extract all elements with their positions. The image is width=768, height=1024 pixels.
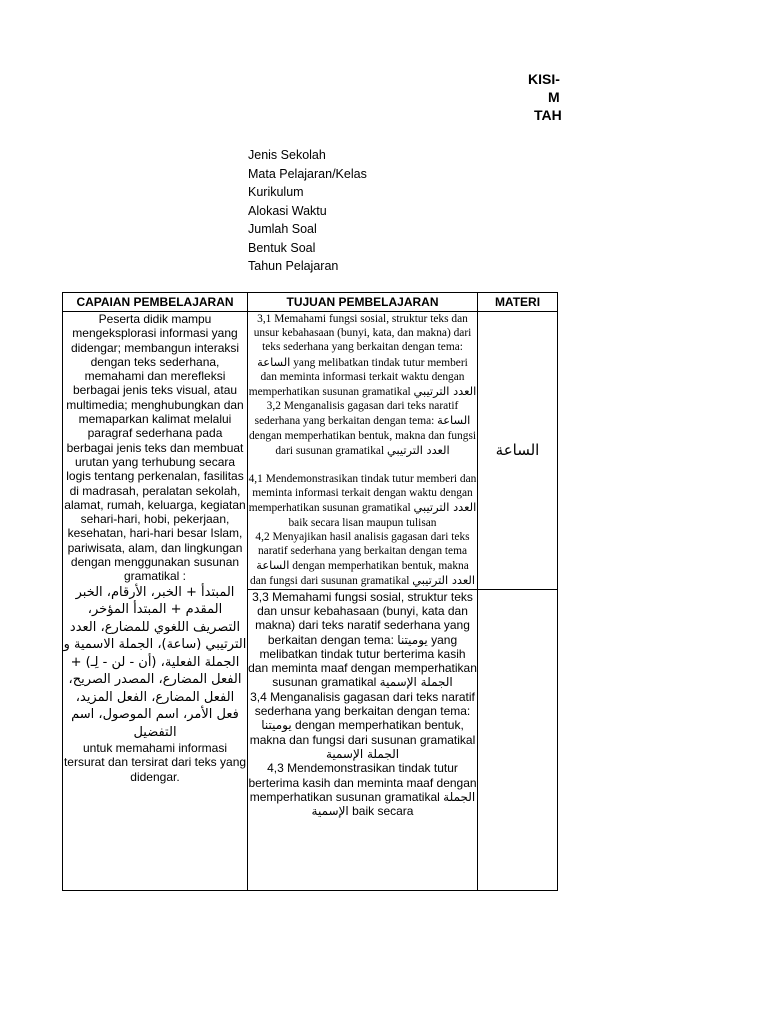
title-line-2: M [548,89,560,105]
capaian-cell [63,312,248,891]
label-kurikulum: Kurikulum [248,185,304,199]
label-tahun-pelajaran: Tahun Pelajaran [248,259,339,273]
tujuan-4-1-text: 4,1 Mendemonstrasikan tindak tutur memberi dan meminta informasi terkait dengan waktu dengan memperhatikan susunan gramatikal [248,473,477,515]
materi-cell-2 [478,589,558,890]
tujuan-3-3-text: 3,3 Memahami fungsi sosial, struktur teks dan unsur kebahasaan (bunyi, kata dan makna) dari teks naratif sederhana yang berkaitan dengan tema: [252,589,473,647]
tujuan-3-1-arabic-2: العدد الترتيبي [413,384,477,399]
tujuan-3-4-arabic-2: الجملة الإسمية [325,746,400,761]
label-jenis-sekolah: Jenis Sekolah [248,148,326,162]
tujuan-3-1-arabic: الساعة [257,354,291,369]
tujuan-4-3-arabic: الجملة الإسمية [311,789,476,819]
tujuan-cell-2 [248,589,478,890]
tujuan-4-2-arabic: الساعة [256,558,290,573]
label-bentuk-soal: Bentuk Soal [248,240,316,255]
tujuan-3-2-arabic: الساعة [437,413,471,428]
label-mata-pelajaran: Mata Pelajaran/Kelas [248,166,367,181]
tujuan-4-2-mid: dengan memperhatikan bentuk, makna dan fungsi dari susunan gramatikal [250,560,469,588]
document-title [470,70,768,130]
kisi-kisi-table [62,292,558,891]
header-capaian: CAPAIAN PEMBELAJARAN [63,293,248,312]
table-row [63,312,558,590]
tujuan-3-2-mid: dengan memperhatikan bentuk, makna dan fungsi dari susunan gramatikal [248,429,477,457]
tujuan-4-2-arabic-2: العدد الترتيبي [412,573,475,588]
label-alokasi-waktu: Alokasi Waktu [248,203,327,218]
tujuan-3-2-arabic-2: العدد الترتيبي [386,442,450,457]
tujuan-3-2 [248,399,477,458]
capaian-text-end: untuk memahami informasi tersurat dan tersirat dari teks yang didengar. [63,741,247,784]
tujuan-3-4 [248,690,477,761]
tujuan-3-1 [248,312,477,399]
tujuan-3-2-text: 3,2 Menganalisis gagasan dari teks naratif sederhana yang berkaitan dengan tema: [254,400,459,428]
tujuan-4-3-end: baik secara [352,804,414,819]
tujuan-4-1 [248,472,477,530]
header-materi: MATERI [478,293,558,312]
info-labels [248,146,367,276]
tujuan-3-3-mid: yang melibatkan tindak tutur berterima kasih dan meminta maaf dengan memperhatikan susunan gramatikal [248,632,477,690]
tujuan-3-4-text: 3,4 Menganalisis gagasan dari teks naratif sederhana yang berkaitan dengan tema: [250,689,475,719]
materi-cell-1: الساعة [478,312,558,590]
tujuan-4-3 [248,761,477,818]
capaian-text: Peserta didik mampu mengeksplorasi informasi yang didengar; membangun interaksi dengan teks sederhana, memahami dan merefleksi berbagai jenis teks visual, atau multimedia; menghubungkan dan memaparkan kalimat melalui paragraf sederhana pada berbagai jenis teks dan membuat urutan yang terhubung secara logis tentang perkenalan, fasilitas di madrasah, peralatan sekolah, alamat, rumah, keluarga, kegiatan sehari-hari, hobi, pekerjaan, kesehatan, hari-hari besar Islam, pariwisata, alam, dan lingkungan dengan menggunakan susunan gramatikal : [64,312,246,584]
tujuan-3-3-arabic-2: الجملة الإسمية [379,675,453,690]
tujuan-3-4-mid: dengan memperhatikan bentuk, makna dan fungsi dari susunan gramatikal [249,718,476,747]
spacer [248,458,477,472]
tujuan-3-3 [248,590,477,690]
tujuan-3-3-arabic: يوميتنا [397,632,428,647]
tujuan-4-3-text: 4,3 Mendemonstrasikan tindak tutur berterima kasih dan meminta maaf dengan memperhatikan susunan gramatikal [248,761,477,804]
title-line-1: KISI- [528,71,560,87]
header-tujuan: TUJUAN PEMBELAJARAN [248,293,478,312]
tujuan-3-1-mid: yang melibatkan tindak tutur memberi dan meminta informasi terkait waktu dengan memperhatikan susunan gramatikal [248,356,468,399]
tujuan-4-1-end: baik secara lisan maupun tulisan [288,516,437,529]
tujuan-4-2-text: 4,2 Menyajikan hasil analisis gagasan dari teks naratif sederhana yang berkaitan dengan tema [255,530,470,558]
title-line-3: TAH [534,107,562,123]
label-jumlah-soal: Jumlah Soal [248,222,317,236]
tujuan-4-1-arabic: العدد الترتيبي [413,500,477,515]
tujuan-cell-1 [248,312,478,590]
capaian-arabic: المبتدأ + الخبر، الأرقام، الخبر المقدم + المبتدأ المؤخر، التصريف اللغوي للمضارع، العدد الترتيبي (ساعة)، الجملة الاسمية و الجملة الفعلية، (أن - لن - لِـ) + الفعل المضارع، المصدر الصريح، الفعل المضارع، الفعل المزيد، فعل الأمر، اسم الموصول، اسم التفضيل [63,584,247,740]
tujuan-3-1-text: 3,1 Memahami fungsi sosial, struktur teks dan unsur kebahasaan (bunyi, kata, dan makna) dari teks sederhana yang berkaitan dengan tema: [253,313,472,354]
tujuan-4-2 [248,530,477,589]
table-header-row [63,293,558,312]
tujuan-3-4-arabic: يوميتنا [261,718,292,733]
